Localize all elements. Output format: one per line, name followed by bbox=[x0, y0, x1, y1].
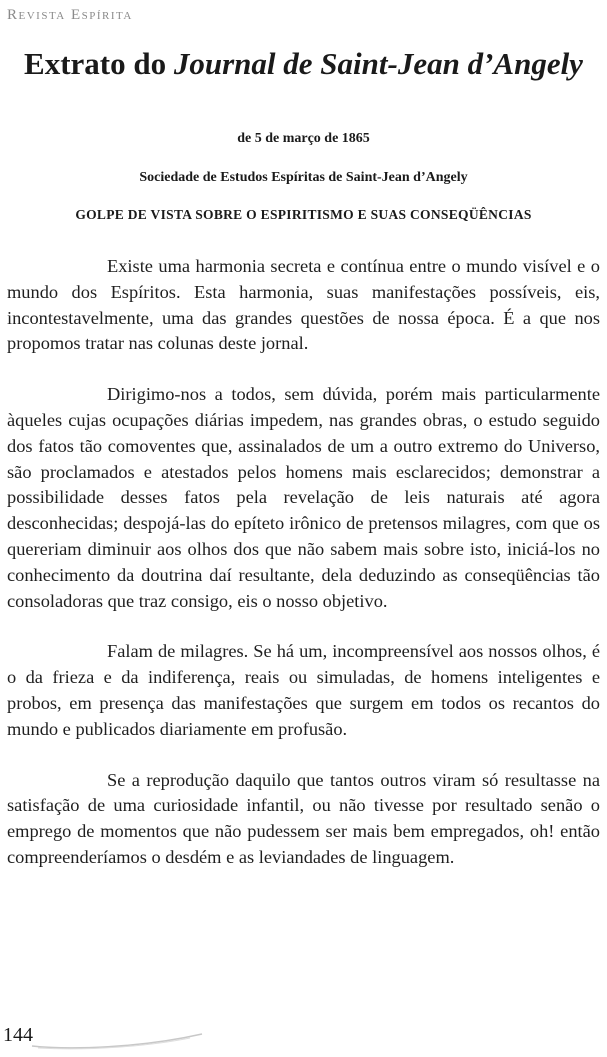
page-swoosh-ornament bbox=[30, 1028, 210, 1050]
body-paragraph: Existe uma harmonia secreta e contínua entre o mundo visível e o mundo dos Espíritos. Esta harmonia, suas manifestações possíveis, eis, incontestavelmente, uma das grandes questões de nossa época. É a que nos propomos tratar nas colunas deste jornal. bbox=[7, 256, 600, 354]
article-title-plain: Extrato do bbox=[24, 46, 174, 81]
article-society: Sociedade de Estudos Espíritas de Saint-Jean d’Angely bbox=[139, 170, 468, 185]
article-body bbox=[7, 254, 600, 896]
article-title bbox=[0, 46, 607, 82]
page-number: 144 bbox=[3, 1024, 33, 1046]
article-date: de 5 de março de 1865 bbox=[237, 131, 370, 146]
running-header: Revista Espírita bbox=[7, 7, 133, 23]
body-paragraph: Dirigimo-nos a todos, sem dúvida, porém mais particularmente àqueles cujas ocupações diárias impedem, nas grandes obras, o estudo seguido dos fatos tão comoventes que, assinalados de um a outro extremo do Universo, são proclamados e atestados pelos homens mais esclarecidos; demonstrar a possibilidade desses fatos pela revelação de leis naturais até agora desconhecidas; despojá-las do epíteto irônico de pretensos milagres, com que os quereriam diminuir aos olhos dos que não sabem mais sobre isto, iniciá-los no conhecimento da doutrina daí resultante, dela deduzindo as conseqüências tão consoladoras que traz consigo, eis o nosso objetivo. bbox=[7, 384, 600, 611]
body-paragraph: Falam de milagres. Se há um, incompreensível aos nossos olhos, é o da frieza e da indiferença, reais ou simuladas, de homens inteligentes e probos, em presença das manifestações que surgem em todos os recantos do mundo e publicados diariamente em profusão. bbox=[7, 641, 600, 739]
article-subtitle: GOLPE DE VISTA SOBRE O ESPIRITISMO E SUAS CONSEQÜÊNCIAS bbox=[75, 207, 532, 222]
article-title-italic: Journal de Saint-Jean d’Angely bbox=[173, 46, 583, 81]
body-paragraph: Se a reprodução daquilo que tantos outros viram só resultasse na satisfação de uma curiosidade infantil, ou não tivesse por resultado senão o emprego de momentos que não pudessem ser mais bem empregados, oh! então compreenderíamos o desdém e as leviandades de linguagem. bbox=[7, 769, 600, 867]
